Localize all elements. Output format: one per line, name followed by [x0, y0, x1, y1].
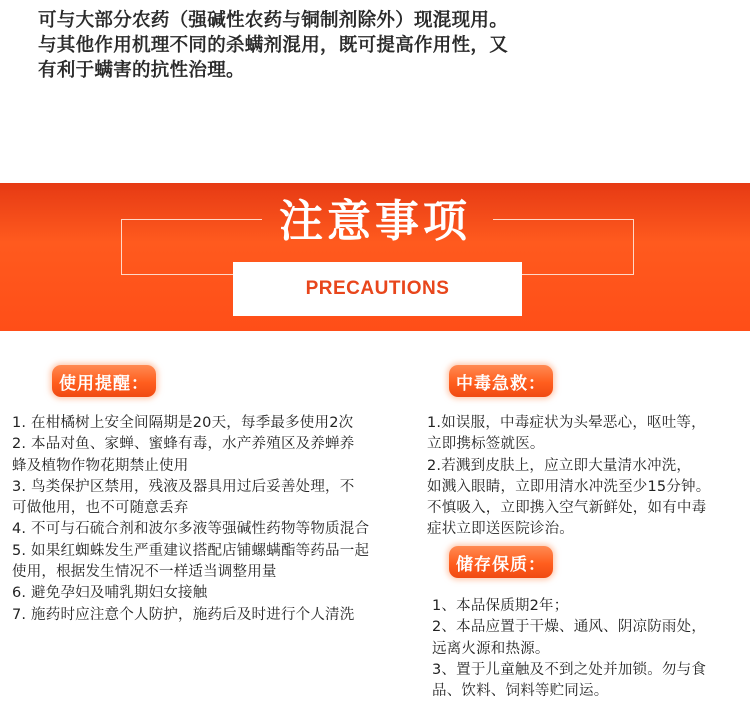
- intro-line: 可与大部分农药（强碱性农药与铜制剂除外）现混现用。: [38, 10, 509, 31]
- first-aid-line: 2.若溅到皮肤上，应立即大量清水冲洗，: [427, 457, 692, 474]
- storage-line: 远离火源和热源。: [432, 640, 550, 657]
- first-aid-line: 不慎吸入，立即携入空气新鲜处，如有中毒: [427, 500, 707, 517]
- usage-line: 4. 不可与石硫合剂和波尔多液等强碱性药物等物质混合: [12, 521, 370, 538]
- banner-title: 注意事项: [279, 196, 471, 247]
- usage-line: 5. 如果红蜘蛛发生严重建议搭配店铺螺螨酯等药品一起: [12, 542, 370, 559]
- storage-line: 2、本品应置于干燥、通风、阴凉防雨处，: [432, 619, 707, 636]
- first-aid-line: 症状立即送医院诊治。: [427, 521, 574, 538]
- intro-line: 与其他作用机理不同的杀螨剂混用，既可提高作用性，又: [38, 35, 509, 56]
- usage-reminder-label: 使用提醒：: [52, 365, 156, 397]
- usage-line: 2. 本品对鱼、家蝉、蜜蜂有毒，水产养殖区及养蝉养: [12, 436, 355, 453]
- first-aid-label: 中毒急救：: [449, 365, 553, 397]
- usage-line: 1. 在柑橘树上安全间隔期是20天，每季最多使用2次: [12, 415, 354, 431]
- usage-line: 使用，根据发生情况不一样适当调整用量: [12, 564, 277, 581]
- storage-list: [432, 596, 744, 702]
- usage-line: 7. 施药时应注意个人防护，施药后及时进行个人清洗: [12, 606, 355, 623]
- usage-line: 6. 避免孕妇及哺乳期妇女接触: [12, 585, 208, 602]
- usage-reminder-list: [12, 413, 422, 626]
- usage-line: 可做他用，也不可随意丢弃: [12, 500, 189, 517]
- storage-line: 1、本品保质期2年；: [432, 598, 569, 614]
- storage-line: 品、饮料、饲料等贮同运。: [432, 683, 609, 700]
- intro-text: [38, 8, 678, 83]
- first-aid-line: 如溅入眼睛，立即用清水冲洗至少15分钟。: [427, 478, 711, 495]
- usage-line: 3. 鸟类保护区禁用，残液及器具用过后妥善处理，不: [12, 478, 355, 495]
- storage-line: 3、置于儿童触及不到之处并加锁。勿与食: [432, 661, 707, 678]
- storage-label: 储存保质：: [449, 546, 553, 578]
- first-aid-line: 1.如误服，中毒症状为头晕恶心，呕吐等，: [427, 415, 706, 431]
- usage-line: 蜂及植物作物花期禁止使用: [12, 457, 189, 474]
- banner-subtitle: PRECAUTIONS: [233, 262, 522, 316]
- first-aid-list: [427, 413, 747, 541]
- banner-frame-bottom-left: [121, 274, 233, 275]
- intro-line: 有利于螨害的抗性治理。: [38, 60, 245, 81]
- first-aid-line: 立即携标签就医。: [427, 436, 545, 453]
- banner-frame-bottom-right: [522, 274, 634, 275]
